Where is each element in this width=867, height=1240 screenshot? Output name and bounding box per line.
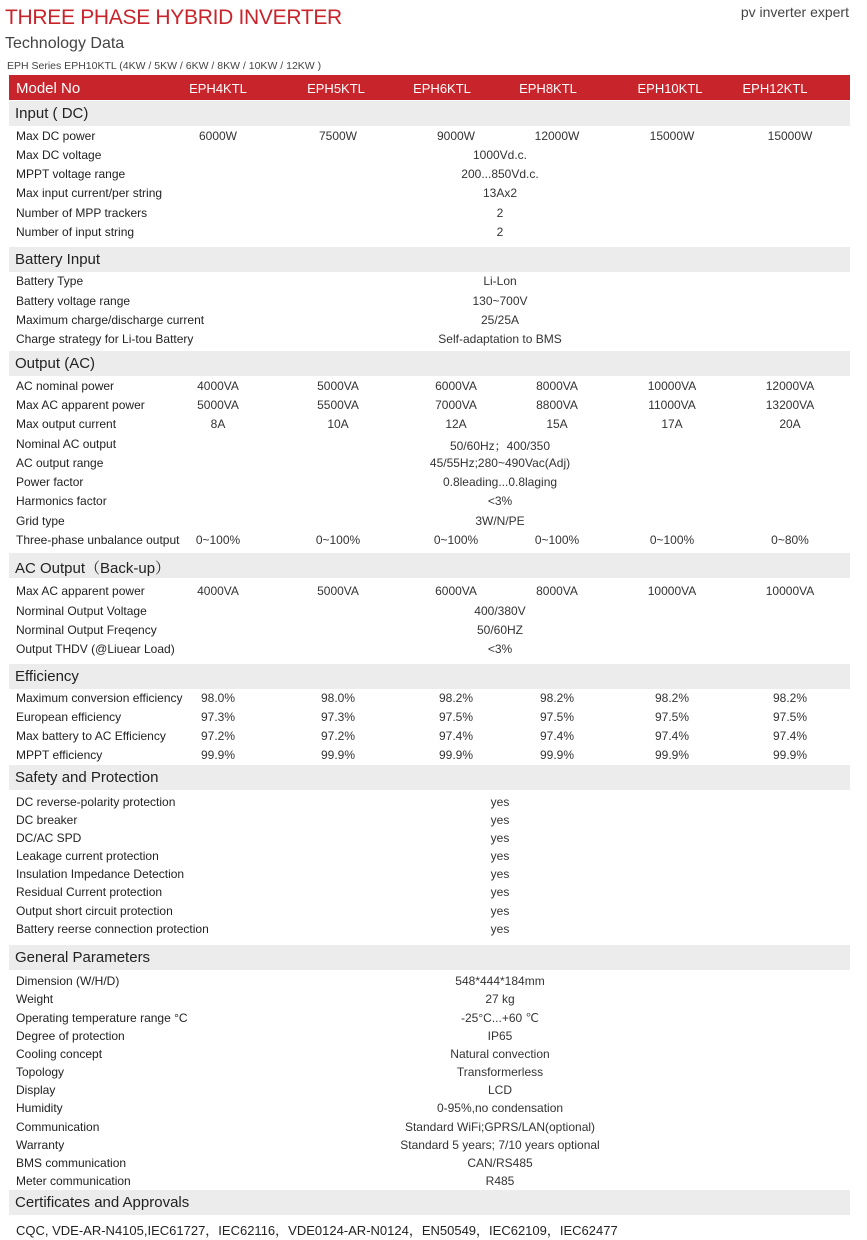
spec-value: 97.4% [654,729,690,743]
spec-row [0,1045,867,1064]
document-subtitle: Technology Data [5,35,125,52]
spec-row [0,972,867,991]
spec-value: 98.2% [772,691,808,705]
section-title: General Parameters [15,949,151,966]
spec-row [0,330,867,349]
spec-label: Operating temperature range °C [16,1011,188,1025]
spec-label: AC output range [16,456,104,470]
spec-label: Battery Type [16,274,84,288]
spec-row [0,165,867,184]
spec-value: 10A [327,417,349,431]
spec-label: Degree of protection [16,1029,125,1043]
spec-label: DC reverse-polarity protection [16,795,176,809]
spec-value: 97.5% [438,710,474,724]
spec-value: 99.9% [320,748,356,762]
spec-value: 7000VA [435,398,477,412]
spec-label: DC/AC SPD [16,831,82,845]
spec-value: 98.0% [320,691,356,705]
spec-shared-value: IP65 [487,1029,513,1043]
spec-label: Display [16,1083,56,1097]
spec-value: 99.9% [539,748,575,762]
spec-value: 12000W [534,129,580,143]
section-header [9,945,850,970]
model-no-label: Model No [16,80,81,97]
spec-value: 6000VA [435,379,477,393]
spec-value: 8A [210,417,226,431]
spec-shared-value: yes [490,831,510,845]
spec-row [0,708,867,727]
spec-value: 9000W [436,129,476,143]
spec-row [0,793,867,812]
spec-row [0,847,867,866]
spec-value: 8000VA [536,379,578,393]
spec-row [0,473,867,492]
spec-value: 0~100% [195,533,241,547]
spec-value: 97.3% [320,710,356,724]
spec-value: 7500W [318,129,358,143]
spec-label: Meter communication [16,1174,131,1188]
spec-shared-value: 548*444*184mm [455,974,545,988]
spec-label: Communication [16,1120,100,1134]
spec-label: Output short circuit protection [16,904,173,918]
spec-row [0,311,867,330]
spec-label: Output THDV (@Liuear Load) [16,642,175,656]
section-title: Efficiency [15,668,79,685]
spec-label: Max AC apparent power [16,584,145,598]
spec-value: 98.2% [654,691,690,705]
spec-value: 4000VA [197,379,239,393]
spec-shared-value: Natural convection [450,1047,550,1061]
spec-shared-value: Li-Lon [483,274,517,288]
spec-label: Cooling concept [16,1047,103,1061]
spec-label: Max battery to AC Efficiency [16,729,166,743]
spec-value: 99.9% [654,748,690,762]
spec-value: 0~100% [534,533,580,547]
spec-row [0,1081,867,1100]
spec-row [0,292,867,311]
spec-value: 10000VA [647,584,697,598]
spec-value: 0~100% [433,533,479,547]
spec-shared-value: Transformerless [456,1065,544,1079]
model-col-1: EPH4KTL [189,81,247,96]
spec-label: Maximum conversion efficiency [16,691,183,705]
spec-label: Leakage current protection [16,849,159,863]
spec-row [0,1118,867,1137]
section-header [9,1190,850,1215]
series-line: EPH Series EPH10KTL (4KW / 5KW / 6KW / 8KW / 10KW / 12KW ) [7,60,322,72]
spec-label: BMS communication [16,1156,127,1170]
spec-value: 97.4% [539,729,575,743]
spec-label: Battery reerse connection protection [16,922,209,936]
model-col-2: EPH5KTL [307,81,365,96]
spec-label: Residual Current protection [16,885,163,899]
spec-row [0,492,867,511]
spec-shared-value: yes [490,904,510,918]
spec-label: Weight [16,992,54,1006]
spec-shared-value: 27 kg [485,992,515,1006]
spec-value: 12000VA [765,379,815,393]
spec-value: 12A [445,417,467,431]
spec-shared-value: 50/60HZ [476,623,524,637]
spec-row [0,127,867,146]
spec-shared-value: 50/60Hz；400/350 [449,439,551,453]
spec-value: 98.2% [539,691,575,705]
spec-row [0,1099,867,1118]
spec-row [0,689,867,708]
spec-label: Max output current [16,417,117,431]
spec-row [0,920,867,939]
spec-row [0,454,867,473]
spec-row [0,531,867,550]
spec-value: 15A [546,417,568,431]
document-title: THREE PHASE HYBRID INVERTER [5,6,342,29]
model-col-6: EPH12KTL [742,81,808,96]
spec-row [0,204,867,223]
spec-row [0,582,867,601]
spec-value: 10000VA [765,584,815,598]
spec-shared-value: 130~700V [472,294,528,308]
spec-label: Max DC power [16,129,96,143]
spec-value: 0~100% [649,533,695,547]
spec-row [0,829,867,848]
spec-value: 6000VA [435,584,477,598]
spec-label: Power factor [16,475,84,489]
spec-label: Max AC apparent power [16,398,145,412]
spec-shared-value: yes [490,885,510,899]
spec-shared-value: -25°C...+60 ℃ [461,1011,539,1025]
spec-row [0,1063,867,1082]
spec-label: Number of MPP trackers [16,206,148,220]
spec-row [0,272,867,291]
spec-label: DC breaker [16,813,78,827]
spec-value: 0~80% [771,533,809,547]
spec-value: 15000W [649,129,695,143]
model-col-3: EPH6KTL [413,81,471,96]
spec-value: 15000W [767,129,813,143]
spec-label: Humidity [16,1101,63,1115]
spec-label: Harmonics factor [16,494,107,508]
spec-label: Battery voltage range [16,294,131,308]
spec-value: 17A [661,417,683,431]
spec-value: 4000VA [197,584,239,598]
spec-row [0,377,867,396]
spec-shared-value: yes [490,849,510,863]
spec-value: 97.5% [539,710,575,724]
spec-row [0,865,867,884]
spec-value: 97.4% [772,729,808,743]
spec-label: Grid type [16,514,65,528]
certificates-list: CQC, VDE-AR-N4105,IEC61727，IEC62116，VDE0124-AR-N0124，EN50549，IEC62109，IEC62477 [16,1223,618,1238]
spec-value: 13200VA [765,398,815,412]
spec-shared-value: <3% [487,642,513,656]
spec-shared-value: LCD [487,1083,513,1097]
section-header [9,351,850,376]
spec-row [0,727,867,746]
section-title: Output (AC) [15,355,96,372]
spec-value: 5500VA [317,398,359,412]
section-title: Input ( DC) [15,105,89,122]
section-title: Battery Input [15,251,101,268]
spec-value: 6000W [198,129,238,143]
spec-value: 11000VA [648,398,696,412]
spec-shared-value: Standard WiFi;GPRS/LAN(optional) [404,1120,596,1134]
model-col-5: EPH10KTL [637,81,703,96]
spec-label: Warranty [16,1138,65,1152]
spec-shared-value: 400/380V [474,604,526,618]
spec-shared-value: yes [490,922,510,936]
spec-shared-value: CAN/RS485 [467,1156,533,1170]
model-header-bar [9,75,850,100]
spec-label: Max input current/per string [16,186,163,200]
spec-label: Norminal Output Freqency [16,623,157,637]
spec-label: Charge strategy for Li-tou Battery [16,332,194,346]
spec-value: 97.5% [654,710,690,724]
spec-label: Insulation Impedance Detection [16,867,185,881]
spec-shared-value: 2 [496,206,504,220]
spec-label: Nominal AC output [16,437,117,451]
spec-shared-value: 13Ax2 [482,186,518,200]
spec-shared-value: 0.8leading...0.8laging [442,475,558,489]
spec-row [0,640,867,659]
spec-label: Dimension (W/H/D) [16,974,120,988]
spec-shared-value: <3% [487,494,513,508]
spec-value: 99.9% [772,748,808,762]
spec-value: 97.2% [200,729,236,743]
spec-row [0,1172,867,1191]
section-header [9,247,850,272]
spec-shared-value: R485 [485,1174,515,1188]
spec-row [0,396,867,415]
spec-shared-value: yes [490,813,510,827]
spec-row [0,415,867,434]
spec-shared-value: 2 [496,225,504,239]
spec-value: 8000VA [536,584,578,598]
spec-value: 99.9% [200,748,236,762]
spec-row [0,746,867,765]
spec-value: 98.2% [438,691,474,705]
spec-row [0,1009,867,1028]
spec-row [0,602,867,621]
spec-value: 98.0% [200,691,236,705]
spec-label: Max DC voltage [16,148,102,162]
spec-row [0,902,867,921]
spec-value: 97.2% [320,729,356,743]
spec-label: Maximum charge/discharge current [16,313,205,327]
spec-value: 5000VA [317,584,359,598]
model-col-4: EPH8KTL [519,81,577,96]
spec-value: 20A [779,417,801,431]
spec-shared-value: 45/55Hz;280~490Vac(Adj) [429,456,571,470]
spec-value: 97.3% [200,710,236,724]
section-title: AC Output（Back-up） [15,560,171,577]
spec-shared-value: 1000Vd.c. [472,148,528,162]
spec-value: 97.5% [772,710,808,724]
spec-row [0,146,867,165]
spec-row [0,811,867,830]
spec-row [0,223,867,242]
spec-label: MPPT efficiency [16,748,103,762]
spec-label: AC nominal power [16,379,115,393]
section-title: Certificates and Approvals [15,1194,190,1211]
spec-value: 8800VA [536,398,578,412]
section-header [9,765,850,790]
spec-row [0,621,867,640]
spec-label: Norminal Output Voltage [16,604,147,618]
spec-row [0,184,867,203]
spec-shared-value: Self-adaptation to BMS [438,332,562,346]
spec-label: Number of input string [16,225,135,239]
spec-row [0,1136,867,1155]
brand-tagline: pv inverter expert [740,4,849,20]
section-header [9,101,850,126]
spec-shared-value: 25/25A [480,313,520,327]
spec-shared-value: yes [490,795,510,809]
spec-row [0,883,867,902]
spec-value: 5000VA [317,379,359,393]
spec-shared-value: Standard 5 years; 7/10 years optional [400,1138,600,1152]
spec-shared-value: 0-95%,no condensation [436,1101,564,1115]
spec-row [0,1027,867,1046]
spec-row [0,1154,867,1173]
spec-value: 10000VA [647,379,697,393]
spec-label: European efficiency [16,710,122,724]
spec-value: 99.9% [438,748,474,762]
spec-label: MPPT voltage range [16,167,126,181]
section-header [9,553,850,578]
spec-row [0,512,867,531]
spec-row [0,990,867,1009]
section-header [9,664,850,689]
spec-shared-value: 200...850Vd.c. [461,167,539,181]
section-title: Safety and Protection [15,769,159,786]
spec-label: Three-phase unbalance output [16,533,180,547]
spec-shared-value: 3W/N/PE [475,514,525,528]
spec-value: 5000VA [197,398,239,412]
spec-row [0,435,867,454]
spec-label: Topology [16,1065,65,1079]
spec-shared-value: yes [490,867,510,881]
spec-value: 0~100% [315,533,361,547]
spec-value: 97.4% [438,729,474,743]
